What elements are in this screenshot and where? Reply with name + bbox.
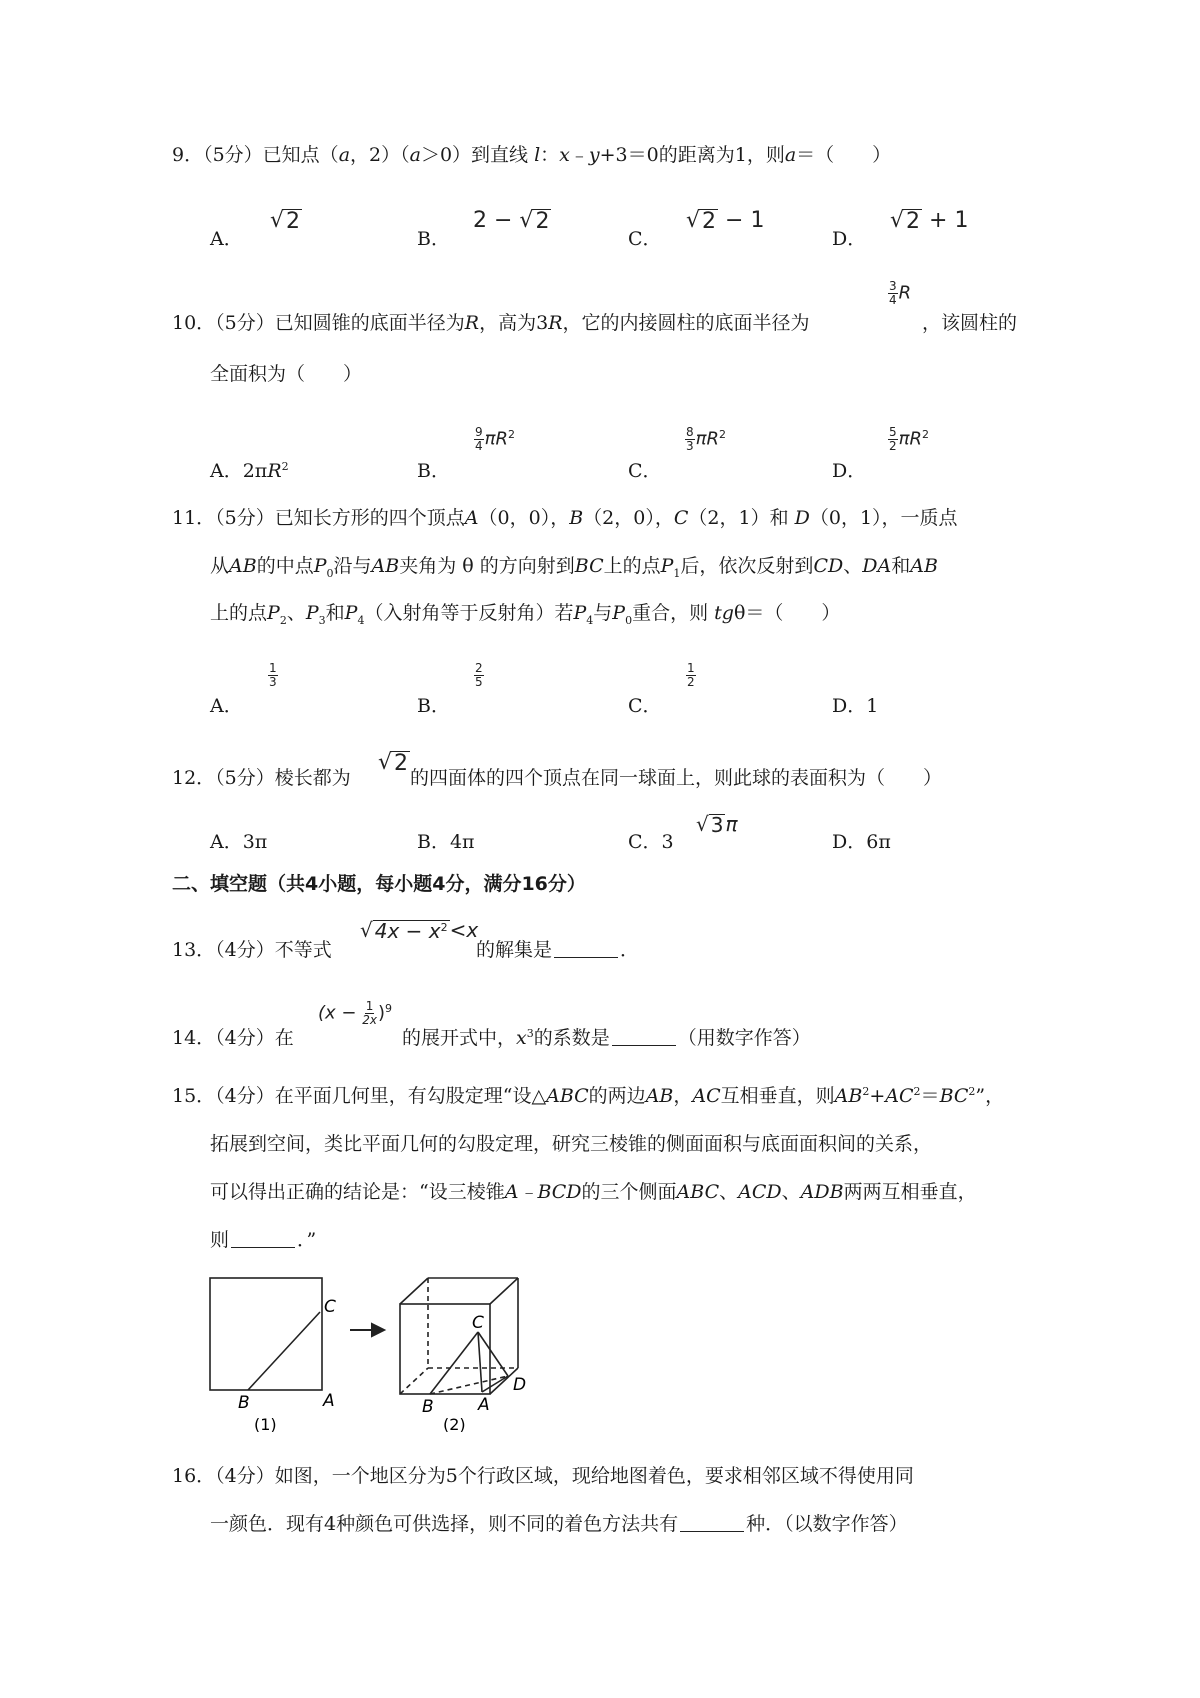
- q10-option-d: D．: [832, 460, 867, 482]
- figure-cube: [400, 1278, 518, 1394]
- q15-answer-blank[interactable]: [231, 1227, 295, 1248]
- q16-stem-line1: 16．（4分）如图，一个地区分为5个行政区域，现给地图着色，要求相邻区域不得使用同: [172, 1465, 914, 1487]
- q9-option-c: C．: [628, 228, 662, 250]
- figure2-label-a: A: [478, 1395, 490, 1415]
- q9-option-b: B．: [417, 228, 450, 250]
- q15-stem-line2: 拓展到空间，类比平面几何的勾股定理，研究三棱锥的侧面面积与底面面积间的关系，: [210, 1133, 933, 1155]
- q13-stem-post: 的解集是 ．: [476, 939, 640, 961]
- q9-option-a: A．: [210, 228, 243, 250]
- q9-option-d-math: √ 2 + 1: [890, 208, 969, 234]
- q15-figure: [200, 1272, 560, 1432]
- figure1-label-c: C: [324, 1297, 336, 1317]
- q11-stem-line2: 从AB的中点$P_0$沿与AB夹角为 θ 的方向射到BC上的点$P_1$后，依次反射到CD、DA和AB: [210, 555, 938, 580]
- q16-answer-blank[interactable]: [680, 1511, 744, 1532]
- q10-option-d-math: $\frac{5}{2}$ $\pi R^2$: [889, 425, 929, 453]
- figure1-label-b: B: [238, 1393, 250, 1413]
- q12-option-c-math: √ 3 π: [696, 812, 738, 837]
- q16-stem-line2: 一颜色．现有4种颜色可供选择，则不同的着色方法共有 种．（以数字作答）: [210, 1513, 908, 1535]
- q12-edge-radical: √ 2: [378, 750, 409, 776]
- q10-stem-line1: 10．（5分）已知圆锥的底面半径为R，高为3R，它的内接圆柱的底面半径为: [172, 312, 810, 334]
- figure2-label-c: C: [472, 1313, 484, 1333]
- q11-option-d: D．1: [832, 695, 879, 717]
- q15-stem-line3: 可以得出正确的结论是：“设三棱锥A﹣BCD的三个侧面ABC、ACD、ADB两两互相垂直，: [210, 1181, 977, 1203]
- q14-stem-post: 的展开式中，$x^3$的系数是 （用数字作答）: [402, 1027, 811, 1049]
- q11-option-b-math: $\frac{2}{5}$: [475, 661, 483, 689]
- q14-binomial-math: (x − $\frac{1}{2x}$ )$^9$: [318, 999, 392, 1027]
- q9-option-d: D．: [832, 228, 867, 250]
- q11-option-b: B．: [417, 695, 450, 717]
- q13-inequality-math: √ $4x - x^2$ <x: [360, 918, 479, 943]
- q11-option-c: C．: [628, 695, 662, 717]
- figure1-label-a: A: [323, 1391, 335, 1411]
- figure2-label-d: D: [513, 1375, 527, 1395]
- q14-answer-blank[interactable]: [612, 1025, 676, 1046]
- q13-stem-pre: 13．（4分）不等式: [172, 939, 332, 961]
- arrow-icon: [350, 1324, 384, 1336]
- q10-stem-line1-end: ，该圆柱的: [922, 312, 1018, 334]
- q10-radius-fraction: $\frac{3}{4}$ R: [889, 279, 912, 307]
- q12-option-b: B．4π: [417, 831, 475, 853]
- q11-stem-line3: 上的点$P_2$、$P_3$和$P_4$（入射角等于反射角）若$P_4$与$P_0$重合，则 tgθ＝（ ）: [210, 602, 841, 627]
- q9-option-c-math: √ 2 − 1: [686, 208, 765, 234]
- q10-option-b-math: $\frac{9}{4}$ $\pi R^2$: [475, 425, 515, 453]
- figure2-label-b: B: [422, 1397, 434, 1417]
- q12-option-a: A．3π: [210, 831, 268, 853]
- q9-stem: 9．（5分）已知点（a，2）（a＞0）到直线 l：x﹣y+3＝0的距离为1，则a＝（ ）: [172, 144, 892, 166]
- figure1-caption: (1): [254, 1415, 277, 1432]
- q12-option-c: C．3: [628, 831, 674, 853]
- section-2-heading: 二、填空题（共4小题，每小题4分，满分16分）: [172, 873, 586, 895]
- q12-stem-post: 的四面体的四个顶点在同一球面上，则此球的表面积为（ ）: [410, 767, 943, 789]
- q9-option-a-math: √ 2: [270, 208, 301, 234]
- q11-option-a-math: $\frac{1}{3}$: [269, 661, 277, 689]
- q10-option-c-math: $\frac{8}{3}$ $\pi R^2$: [686, 425, 726, 453]
- q13-answer-blank[interactable]: [554, 937, 618, 958]
- q11-stem-line1: 11．（5分）已知长方形的四个顶点A（0，0），B（2，0），C（2，1）和 D（0，1），一质点: [172, 507, 958, 529]
- figure2-caption: (2): [443, 1415, 466, 1432]
- q14-stem-pre: 14．（4分）在: [172, 1027, 294, 1049]
- q11-option-c-math: $\frac{1}{2}$: [687, 661, 695, 689]
- q15-stem-line1: 15．（4分）在平面几何里，有勾股定理“设△ABC的两边AB，AC互相垂直，则$AB^2+AC^2=BC^2$”，: [172, 1085, 1005, 1107]
- figure-square: [210, 1278, 322, 1390]
- q10-option-b: B．: [417, 460, 450, 482]
- q12-option-d: D．6π: [832, 831, 891, 853]
- q10-stem-line2: 全面积为（ ）: [210, 363, 363, 385]
- q11-option-a: A．: [210, 695, 243, 717]
- q10-option-c: C．: [628, 460, 662, 482]
- q15-stem-line4: 则 ．”: [210, 1229, 317, 1251]
- q9-option-b-math: 2 − √ 2: [473, 208, 550, 234]
- q12-stem-pre: 12．（5分）棱长都为: [172, 767, 351, 789]
- q10-option-a: A．$2\pi R^2$: [210, 460, 289, 482]
